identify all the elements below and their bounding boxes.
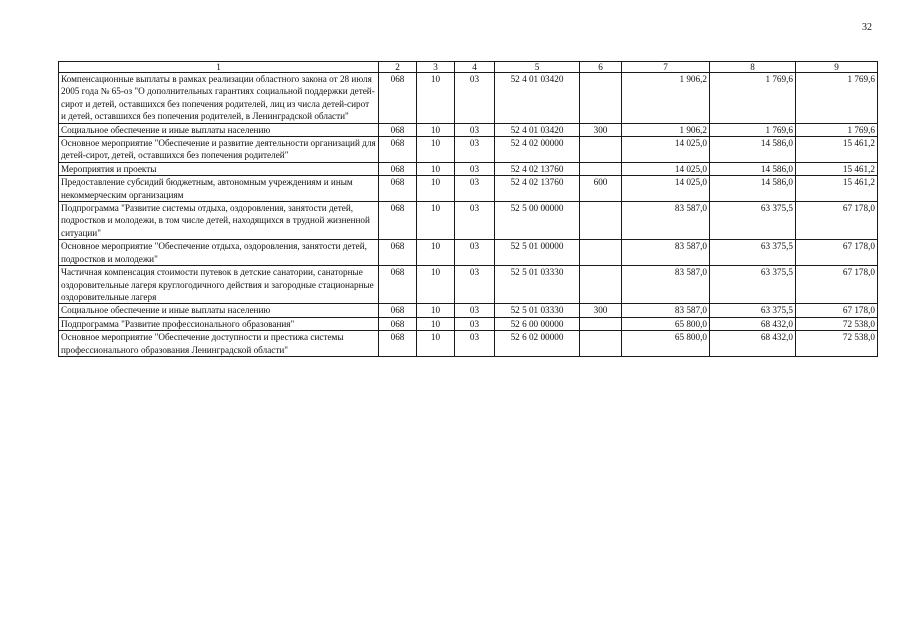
cell-ministry: 068 [379,240,417,266]
table-row [59,331,878,357]
cell-year2: 63 375,5 [710,266,796,304]
cell-section: 10 [417,162,455,175]
table-row [59,137,878,163]
cell-year3: 1 769,6 [796,73,878,124]
cell-section: 10 [417,304,455,317]
column-header: 2 [379,62,417,73]
cell-year3: 1 769,6 [796,123,878,136]
cell-expense-type [580,162,622,175]
table-row [59,123,878,136]
cell-ministry: 068 [379,331,417,357]
cell-expense-type [580,202,622,240]
cell-subsection: 03 [455,317,495,330]
cell-expense-type: 300 [580,123,622,136]
cell-subsection: 03 [455,162,495,175]
cell-section: 10 [417,123,455,136]
cell-year3: 67 178,0 [796,240,878,266]
column-header: 1 [59,62,379,73]
table-row [59,266,878,304]
column-header: 5 [495,62,580,73]
cell-expense-type [580,266,622,304]
cell-section: 10 [417,137,455,163]
cell-year3: 15 461,2 [796,162,878,175]
cell-year2: 68 432,0 [710,331,796,357]
column-header: 8 [710,62,796,73]
row-name: Компенсационные выплаты в рамках реализации областного закона от 28 июля 2005 года № 65-оз "О дополнительных гарантиях социальной поддержки детей-сирот и детей, оставшихся без попечения родителей, лиц из числа детей-сирот и детей, оставшихся без попечения родителей, в Ленинградской области" [59,73,379,124]
cell-target: 52 4 02 00000 [495,137,580,163]
row-name: Предоставление субсидий бюджетным, автономным учреждениям и иным некоммерческим организациям [59,176,379,202]
cell-year2: 14 586,0 [710,137,796,163]
cell-ministry: 068 [379,266,417,304]
cell-year2: 14 586,0 [710,176,796,202]
cell-year1: 83 587,0 [622,202,710,240]
cell-year3: 72 538,0 [796,331,878,357]
cell-year2: 1 769,6 [710,73,796,124]
cell-year1: 1 906,2 [622,73,710,124]
cell-ministry: 068 [379,176,417,202]
cell-year3: 67 178,0 [796,202,878,240]
cell-year2: 63 375,5 [710,304,796,317]
row-name: Подпрограмма "Развитие профессионального образования" [59,317,379,330]
cell-year2: 14 586,0 [710,162,796,175]
table-row [59,317,878,330]
cell-year1: 14 025,0 [622,162,710,175]
cell-year2: 63 375,5 [710,202,796,240]
cell-year1: 65 800,0 [622,317,710,330]
header-row [59,62,878,73]
cell-target: 52 5 01 03330 [495,304,580,317]
page-number: 32 [862,22,872,33]
cell-target: 52 5 01 03330 [495,266,580,304]
cell-year1: 65 800,0 [622,331,710,357]
cell-ministry: 068 [379,317,417,330]
column-header: 6 [580,62,622,73]
cell-subsection: 03 [455,202,495,240]
cell-section: 10 [417,202,455,240]
cell-section: 10 [417,240,455,266]
cell-subsection: 03 [455,304,495,317]
cell-year1: 14 025,0 [622,176,710,202]
table-row [59,73,878,124]
cell-subsection: 03 [455,176,495,202]
cell-year2: 68 432,0 [710,317,796,330]
cell-year3: 15 461,2 [796,176,878,202]
cell-subsection: 03 [455,137,495,163]
cell-year1: 14 025,0 [622,137,710,163]
cell-target: 52 4 02 13760 [495,176,580,202]
cell-expense-type: 600 [580,176,622,202]
table-row [59,202,878,240]
row-name: Основное мероприятие "Обеспечение и развитие деятельности организаций для детей-сирот, детей, оставшихся без попечения родителей" [59,137,379,163]
column-header: 3 [417,62,455,73]
table-row [59,162,878,175]
table-row [59,176,878,202]
cell-year1: 83 587,0 [622,266,710,304]
row-name: Частичная компенсация стоимости путевок в детские санатории, санаторные оздоровительные лагеря круглогодичного действия и загородные стационарные оздоровительные лагеря [59,266,379,304]
cell-subsection: 03 [455,123,495,136]
cell-target: 52 5 01 00000 [495,240,580,266]
cell-year1: 83 587,0 [622,240,710,266]
cell-ministry: 068 [379,162,417,175]
cell-year3: 67 178,0 [796,304,878,317]
cell-expense-type [580,240,622,266]
cell-expense-type [580,73,622,124]
row-name: Подпрограмма "Развитие системы отдыха, оздоровления, занятости детей, подростков и молодежи, в том числе детей, находящихся в трудной жизненной ситуации" [59,202,379,240]
cell-subsection: 03 [455,331,495,357]
cell-section: 10 [417,266,455,304]
cell-subsection: 03 [455,240,495,266]
cell-ministry: 068 [379,123,417,136]
cell-ministry: 068 [379,137,417,163]
cell-year1: 1 906,2 [622,123,710,136]
cell-target: 52 4 02 13760 [495,162,580,175]
cell-subsection: 03 [455,266,495,304]
cell-year3: 67 178,0 [796,266,878,304]
table-row [59,240,878,266]
cell-ministry: 068 [379,202,417,240]
cell-year3: 15 461,2 [796,137,878,163]
cell-target: 52 6 02 00000 [495,331,580,357]
cell-ministry: 068 [379,73,417,124]
cell-target: 52 4 01 03420 [495,123,580,136]
cell-year2: 63 375,5 [710,240,796,266]
cell-section: 10 [417,73,455,124]
column-header: 7 [622,62,710,73]
cell-subsection: 03 [455,73,495,124]
row-name: Социальное обеспечение и иные выплаты населению [59,123,379,136]
column-header: 9 [796,62,878,73]
cell-year3: 72 538,0 [796,317,878,330]
cell-section: 10 [417,331,455,357]
cell-ministry: 068 [379,304,417,317]
cell-target: 52 6 00 00000 [495,317,580,330]
cell-expense-type [580,317,622,330]
row-name: Основное мероприятие "Обеспечение отдыха, оздоровления, занятости детей, подростков и молодежи" [59,240,379,266]
cell-year2: 1 769,6 [710,123,796,136]
cell-year1: 83 587,0 [622,304,710,317]
cell-expense-type: 300 [580,304,622,317]
budget-table [58,61,878,357]
column-header: 4 [455,62,495,73]
cell-target: 52 4 01 03420 [495,73,580,124]
row-name: Основное мероприятие "Обеспечение доступности и престижа системы профессионального образования Ленинградской области" [59,331,379,357]
cell-section: 10 [417,176,455,202]
table-row [59,304,878,317]
cell-expense-type [580,137,622,163]
row-name: Социальное обеспечение и иные выплаты населению [59,304,379,317]
cell-section: 10 [417,317,455,330]
cell-expense-type [580,331,622,357]
row-name: Мероприятия и проекты [59,162,379,175]
cell-target: 52 5 00 00000 [495,202,580,240]
